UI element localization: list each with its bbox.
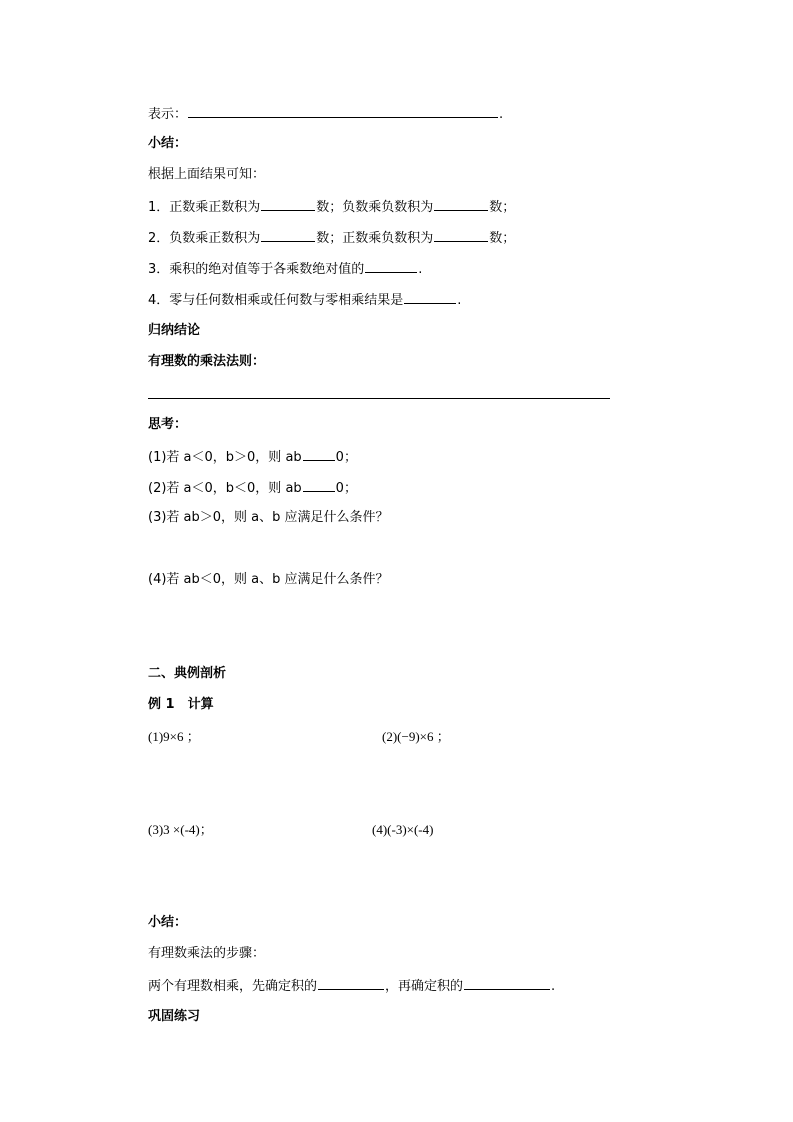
summary-2-blank-1: [318, 976, 384, 990]
summary-item-3: [148, 259, 422, 277]
summary-item-4-end: .: [457, 293, 462, 308]
thinking-heading: 思考：: [148, 417, 188, 432]
representation-end: .: [499, 107, 504, 122]
example-1-problem-1: (1)9×6 ；: [148, 729, 200, 744]
summary-item-2-text-b: 数；正数乘负数积为: [316, 231, 434, 246]
example-1-problem-4: (4)(-3)×(-4): [372, 822, 434, 837]
summary-item-4: [148, 290, 461, 308]
summary-2-steps: 有理数乘法的步骤：: [148, 946, 266, 961]
section-2-heading: 二、典例剖析: [148, 666, 227, 681]
summary-2-line: [148, 976, 555, 994]
summary-2-heading: 小结：: [148, 915, 188, 930]
example-1-problem-3: (3)3 ×(-4)；: [148, 822, 213, 837]
summary-item-2-text-a: 2．负数乘正数积为: [148, 231, 261, 246]
thinking-question-3: (3)若 ab＞0，则 a、b 应满足什么条件？: [148, 510, 389, 525]
example-1-heading: 例 1 计算: [148, 697, 214, 712]
thinking-question-2-text: (2)若 a＜0，b＜0，则 ab: [148, 481, 302, 496]
summary-item-2: [148, 228, 515, 246]
summary-item-2-text-c: 数；: [489, 231, 516, 246]
multiplication-rule-title: 有理数的乘法法则：: [148, 354, 266, 369]
summary-item-1-blank-1: [261, 197, 315, 211]
summary-item-4-blank: [404, 290, 456, 304]
summary-2-blank-2: [464, 976, 550, 990]
representation-blank: [188, 104, 498, 118]
summary-intro: 根据上面结果可知：: [148, 167, 266, 182]
summary-item-2-blank-1: [261, 228, 315, 242]
summary-item-1: [148, 197, 515, 215]
summary-2-line-end: .: [551, 979, 556, 994]
thinking-question-2-blank: [303, 478, 335, 492]
summary-item-4-text: 4．零与任何数相乘或任何数与零相乘结果是: [148, 293, 404, 308]
summary-2-line-text-a: 两个有理数相乘，先确定积的: [148, 979, 318, 994]
thinking-question-1: [148, 447, 357, 465]
thinking-question-1-blank: [303, 447, 335, 461]
summary-item-1-text-a: 1．正数乘正数积为: [148, 200, 261, 215]
thinking-question-4: (4)若 ab＜0，则 a、b 应满足什么条件？: [148, 572, 389, 587]
summary-item-3-blank: [365, 259, 417, 273]
summary-heading: 小结：: [148, 136, 188, 151]
practice-heading: 巩固练习: [148, 1009, 201, 1024]
representation-label: 表示：: [148, 107, 188, 122]
thinking-question-1-text: (1)若 a＜0，b＞0，则 ab: [148, 450, 302, 465]
summary-item-1-text-c: 数；: [489, 200, 516, 215]
thinking-question-2-end: 0；: [335, 481, 357, 496]
summary-item-2-blank-2: [434, 228, 488, 242]
summary-item-1-blank-2: [434, 197, 488, 211]
conclusion-heading: 归纳结论: [148, 323, 201, 338]
summary-item-3-text: 3．乘积的绝对值等于各乘数绝对值的: [148, 262, 365, 277]
thinking-question-2: [148, 478, 357, 496]
summary-2-line-text-b: ，再确定积的: [385, 979, 464, 994]
example-1-problem-2: (2)(−9)×6 ；: [382, 729, 450, 744]
summary-item-1-text-b: 数；负数乘负数积为: [316, 200, 434, 215]
multiplication-rule-blank-line: [148, 398, 610, 399]
thinking-question-1-end: 0；: [335, 450, 357, 465]
representation-line: [148, 104, 503, 122]
summary-item-3-end: .: [418, 262, 423, 277]
